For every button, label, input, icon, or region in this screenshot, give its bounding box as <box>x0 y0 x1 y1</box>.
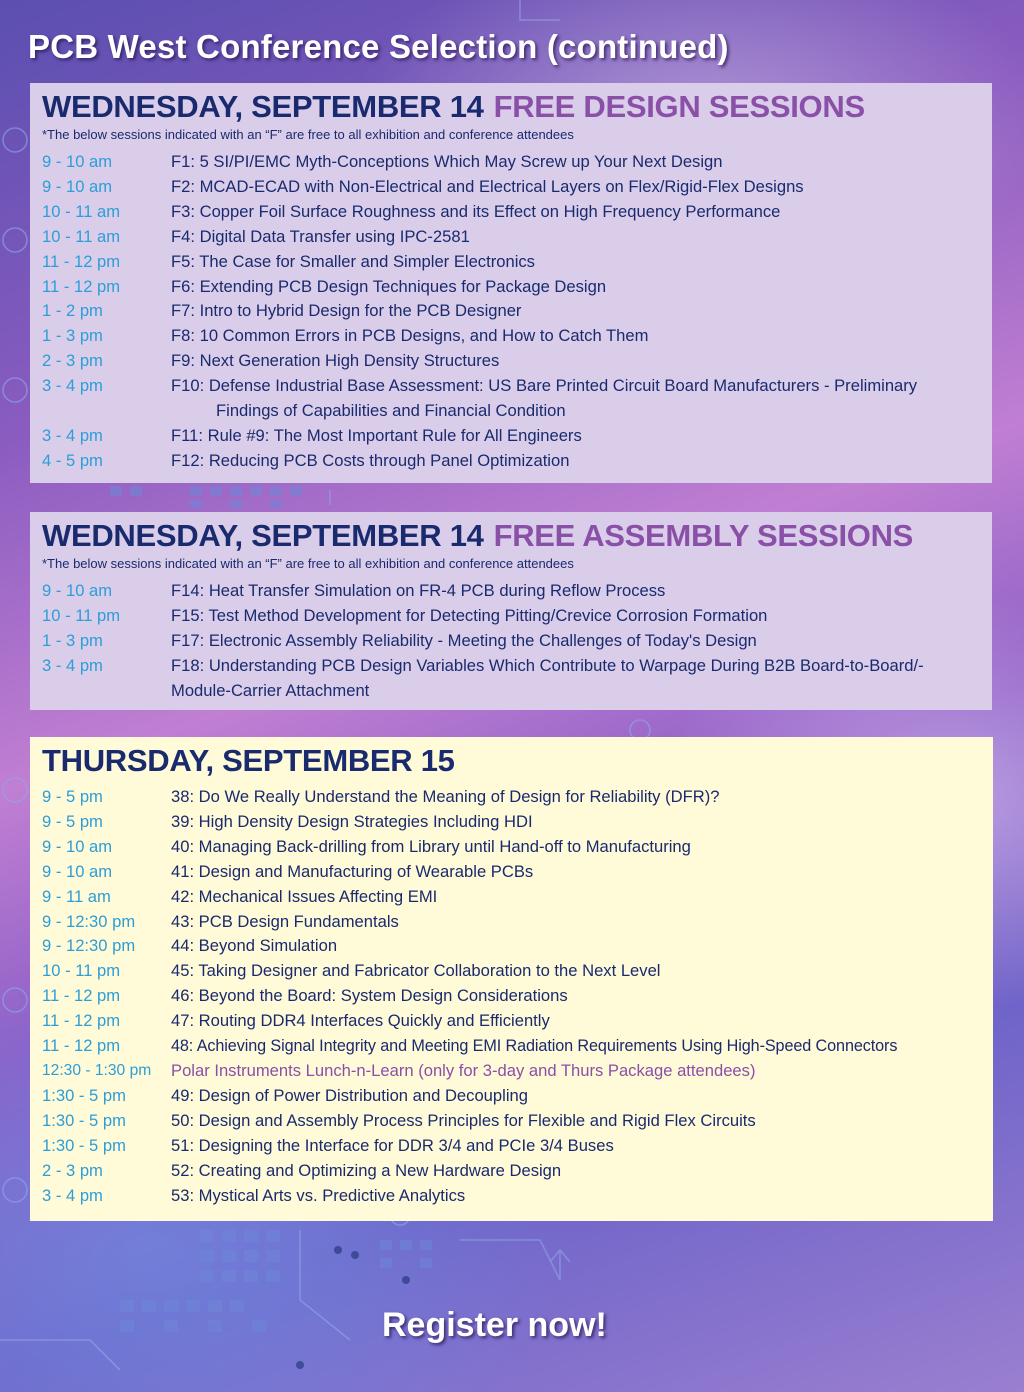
assembly-day-title: WEDNESDAY, SEPTEMBER 14 <box>42 518 484 553</box>
session-time: 9 - 10 am <box>42 581 113 600</box>
session-time: 2 - 3 pm <box>42 351 103 371</box>
session-title: F15: Test Method Development for Detecting Pitting/Crevice Corrosion Formation <box>171 605 768 625</box>
session-title: F8: 10 Common Errors in PCB Designs, and How to Catch Them <box>171 326 649 346</box>
session-time: 10 - 11 pm <box>42 605 121 625</box>
session-title: F11: Rule #9: The Most Important Rule for All Engineers <box>171 425 582 445</box>
session-time: 2 - 3 pm <box>42 1160 103 1180</box>
session-title: Polar Instruments Lunch-n-Learn (only for 3-day and Thurs Package attendees) <box>171 1060 756 1080</box>
design-sessions-list <box>42 150 978 474</box>
session-row <box>42 324 978 349</box>
page-title: PCB West Conference Selection (continued) <box>28 28 729 65</box>
session-row-lunch <box>42 1059 981 1084</box>
session-title: 42: Mechanical Issues Affecting EMI <box>171 886 438 906</box>
session-time: 3 - 4 pm <box>42 655 103 675</box>
session-row <box>42 1109 981 1134</box>
thursday-day-title: THURSDAY, SEPTEMBER 15 <box>42 743 455 778</box>
session-title: F10: Defense Industrial Base Assessment: US Bare Printed Circuit Board Manufacturers - Preliminary <box>171 376 918 396</box>
session-title: F12: Reducing PCB Costs through Panel Optimization <box>171 450 570 470</box>
session-title: F5: The Case for Smaller and Simpler Electronics <box>171 251 535 271</box>
session-title: 51: Designing the Interface for DDR 3/4 and PCIe 3/4 Buses <box>171 1135 614 1155</box>
session-time: 9 - 10 am <box>42 836 113 856</box>
session-time: 11 - 12 pm <box>42 276 121 296</box>
session-row <box>42 984 981 1009</box>
session-title: 40: Managing Back-drilling from Library until Hand-off to Manufacturing <box>171 836 691 856</box>
session-time: 1:30 - 5 pm <box>42 1110 126 1130</box>
session-row <box>42 424 978 449</box>
session-title-block <box>171 374 978 424</box>
assembly-sessions-list <box>42 579 978 704</box>
session-time: 4 - 5 pm <box>42 450 103 470</box>
session-time: 1 - 3 pm <box>42 630 103 650</box>
session-time: 9 - 5 pm <box>42 787 103 806</box>
session-row <box>42 150 978 175</box>
session-time: 11 - 12 pm <box>42 1036 121 1056</box>
session-title: 38: Do We Really Understand the Meaning of Design for Reliability (DFR)? <box>171 787 720 806</box>
session-title: 50: Design and Assembly Process Principles for Flexible and Rigid Flex Circuits <box>171 1110 756 1130</box>
session-time: 9 - 12:30 pm <box>42 936 136 956</box>
session-time: 3 - 4 pm <box>42 376 103 396</box>
session-time: 10 - 11 am <box>42 201 121 221</box>
session-row <box>42 910 981 935</box>
register-now-link[interactable]: Register now! <box>382 1306 607 1344</box>
session-time: 9 - 11 am <box>42 886 111 906</box>
thursday-sessions-panel <box>30 737 993 1221</box>
session-title: F4: Digital Data Transfer using IPC-2581 <box>171 226 470 246</box>
design-day-title: WEDNESDAY, SEPTEMBER 14 <box>42 89 484 124</box>
session-time: 11 - 12 pm <box>42 986 121 1006</box>
session-title: F17: Electronic Assembly Reliability - Meeting the Challenges of Today's Design <box>171 630 757 650</box>
session-time: 3 - 4 pm <box>42 1185 103 1205</box>
session-row <box>42 934 981 959</box>
session-row <box>42 349 978 374</box>
session-title: 53: Mystical Arts vs. Predictive Analytics <box>171 1185 466 1205</box>
session-row <box>42 449 978 474</box>
session-title: F14: Heat Transfer Simulation on FR-4 PCB during Reflow Process <box>171 581 666 600</box>
session-title: 43: PCB Design Fundamentals <box>171 911 399 931</box>
session-row <box>42 959 981 984</box>
session-time: 9 - 5 pm <box>42 811 103 831</box>
session-time: 9 - 10 am <box>42 176 113 196</box>
session-time: 11 - 12 pm <box>42 1011 121 1031</box>
session-title: F3: Copper Foil Surface Roughness and its Effect on High Frequency Performance <box>171 201 781 221</box>
session-title: 44: Beyond Simulation <box>171 936 338 956</box>
session-row <box>42 250 978 275</box>
session-row <box>42 579 978 604</box>
session-title: 47: Routing DDR4 Interfaces Quickly and Efficiently <box>171 1011 550 1031</box>
session-row <box>42 785 981 810</box>
session-title: F18: Understanding PCB Design Variables Which Contribute to Warpage During B2B Board-to-Board/- <box>171 655 924 675</box>
session-title: F9: Next Generation High Density Structures <box>171 351 500 371</box>
session-time: 10 - 11 pm <box>42 961 121 981</box>
session-time: 1 - 3 pm <box>42 326 103 346</box>
design-sessions-panel <box>30 83 992 483</box>
session-row <box>42 175 978 200</box>
session-title: 45: Taking Designer and Fabricator Collaboration to the Next Level <box>171 961 661 981</box>
session-time: 1:30 - 5 pm <box>42 1135 126 1155</box>
session-title: F7: Intro to Hybrid Design for the PCB Designer <box>171 301 522 321</box>
session-row <box>42 225 978 250</box>
session-time: 9 - 12:30 pm <box>42 911 136 931</box>
design-sessions-note: *The below sessions indicated with an “F” are free to all exhibition and conference attendees <box>42 127 574 142</box>
session-time: 11 - 12 pm <box>42 251 121 271</box>
session-row <box>42 1084 981 1109</box>
session-row <box>42 885 981 910</box>
session-time: 9 - 10 am <box>42 861 113 881</box>
session-time: 9 - 10 am <box>42 152 113 171</box>
session-title: 49: Design of Power Distribution and Decoupling <box>171 1085 528 1105</box>
session-row <box>42 629 978 654</box>
session-row <box>42 810 981 835</box>
session-row <box>42 1159 981 1184</box>
thursday-sessions-heading <box>42 743 981 779</box>
session-row <box>42 1134 981 1159</box>
session-row <box>42 200 978 225</box>
session-row <box>42 1009 981 1034</box>
session-row <box>42 1184 981 1209</box>
session-title: 48: Achieving Signal Integrity and Meeting EMI Radiation Requirements Using High-Speed Connectors <box>171 1037 898 1056</box>
session-title-block <box>171 654 978 704</box>
thursday-sessions-list <box>42 785 981 1208</box>
session-row <box>42 860 981 885</box>
session-title: 41: Design and Manufacturing of Wearable PCBs <box>171 861 534 881</box>
session-row <box>42 654 978 704</box>
session-time: 12:30 - 1:30 pm <box>42 1061 152 1079</box>
design-session-type: FREE DESIGN SESSIONS <box>493 89 865 124</box>
assembly-sessions-panel <box>30 512 992 710</box>
session-row <box>42 604 978 629</box>
session-row <box>42 374 978 424</box>
session-title-continued: Findings of Capabilities and Financial Condition <box>216 401 566 421</box>
session-title-continued: Module-Carrier Attachment <box>171 680 370 700</box>
session-time: 3 - 4 pm <box>42 425 103 445</box>
session-time: 1 - 2 pm <box>42 301 103 321</box>
session-title: F6: Extending PCB Design Techniques for Package Design <box>171 276 607 296</box>
assembly-sessions-heading <box>42 518 978 554</box>
session-time: 10 - 11 am <box>42 226 121 246</box>
session-title: 46: Beyond the Board: System Design Considerations <box>171 986 568 1006</box>
session-title: F2: MCAD-ECAD with Non-Electrical and Electrical Layers on Flex/Rigid-Flex Designs <box>171 176 804 196</box>
assembly-sessions-note: *The below sessions indicated with an “F” are free to all exhibition and conference attendees <box>42 556 574 571</box>
session-title: 52: Creating and Optimizing a New Hardware Design <box>171 1160 562 1180</box>
session-time: 1:30 - 5 pm <box>42 1085 126 1105</box>
session-row <box>42 299 978 324</box>
assembly-session-type: FREE ASSEMBLY SESSIONS <box>493 518 914 553</box>
design-sessions-heading <box>42 89 978 125</box>
session-title: F1: 5 SI/PI/EMC Myth-Conceptions Which May Screw up Your Next Design <box>171 152 723 171</box>
session-row <box>42 275 978 300</box>
session-row <box>42 835 981 860</box>
session-row <box>42 1034 981 1059</box>
session-title: 39: High Density Design Strategies Including HDI <box>171 811 533 831</box>
